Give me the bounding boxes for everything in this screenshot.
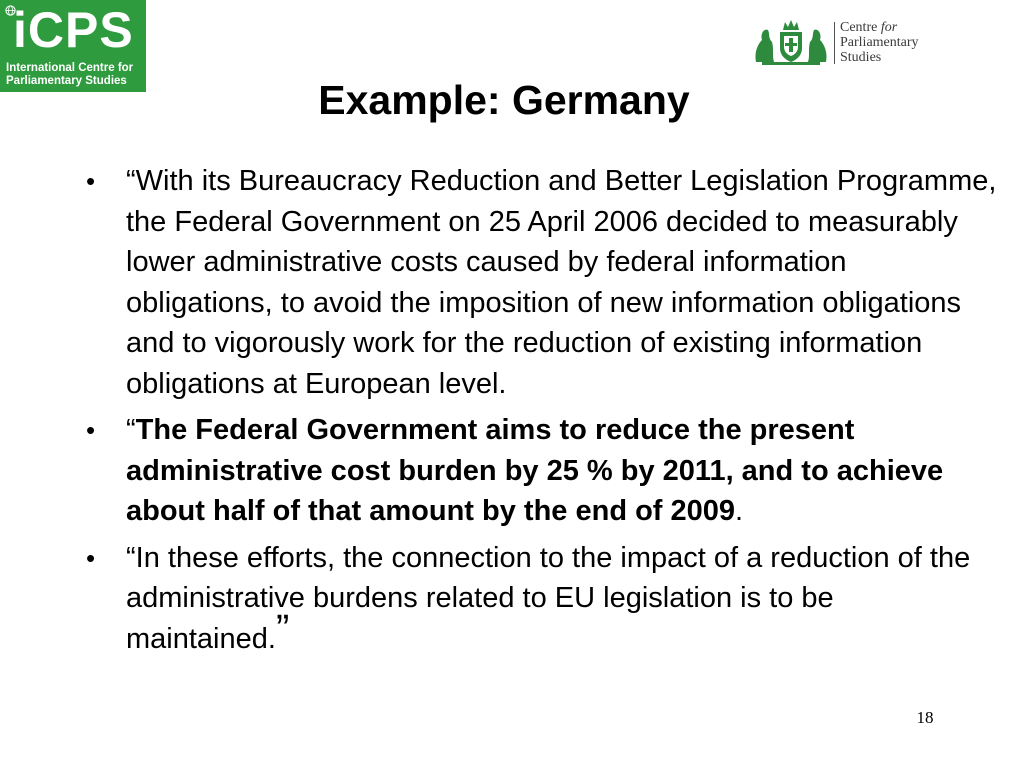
- bullet-list: [80, 161, 1000, 665]
- bullet-icon: •: [86, 415, 96, 445]
- cps-logo: [752, 18, 952, 68]
- bullet-icon: •: [86, 166, 96, 196]
- cps-logo-divider: [834, 22, 835, 64]
- bullet-2-tail: .: [735, 495, 744, 527]
- page-number: 18: [916, 708, 934, 727]
- bullet-icon: •: [86, 542, 96, 573]
- bullet-3-close-quote: ”: [275, 606, 290, 651]
- bullet-1-open-quote: “: [126, 165, 136, 197]
- bullet-3-open-quote: “: [126, 541, 136, 574]
- cps-line1-a: Centre: [840, 20, 881, 35]
- bullet-1-text: With its Bureaucracy Reduction and Better Legislation Programme, the Federal Government on 25 April 2006 decided to measurably lower administrative costs caused by federal information obligations, to avoid the imposition of new information obligations and to vigorously work for the reduction of existing information obligations at European level.: [126, 165, 997, 400]
- cps-logo-text: [840, 20, 919, 65]
- icps-wordmark: iCPS: [13, 2, 134, 58]
- bullet-3-text: In these efforts, the connection to the impact of a reduction of the administrative burdens related to EU legislation is to be maintained.: [126, 541, 971, 655]
- bullet-2-open-quote: “: [126, 414, 136, 446]
- cps-line1-b: for: [880, 20, 898, 35]
- bullet-2-bold-text: The Federal Government aims to reduce the present administrative cost burden by 25 % by 2011, and to achieve about half of that amount by the end of 2009: [126, 414, 944, 527]
- icps-tagline-line1: International Centre for: [6, 62, 134, 74]
- icps-tagline-line2: Parliamentary Studies: [6, 75, 127, 87]
- bullet-item-3: [80, 538, 1000, 660]
- bullet-item-2: [80, 410, 1000, 532]
- cps-line1: [840, 20, 919, 35]
- crest-icon: [752, 18, 830, 66]
- cps-line3: Studies: [840, 50, 882, 65]
- slide-title: Example: Germany: [318, 77, 690, 123]
- cps-line2: Parliamentary: [840, 35, 919, 50]
- bullet-item-1: [80, 161, 1000, 404]
